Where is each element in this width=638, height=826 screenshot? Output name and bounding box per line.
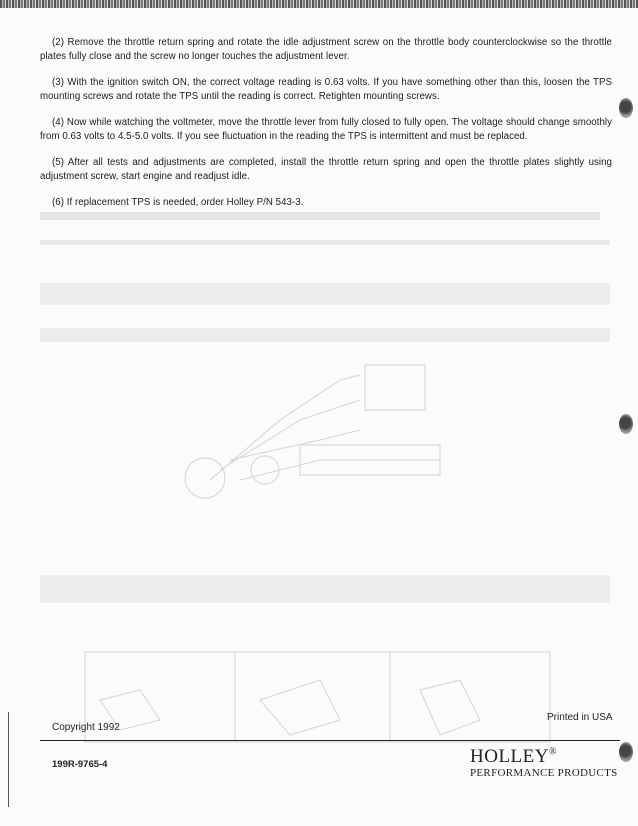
scan-edge-strip — [0, 0, 638, 8]
instruction-steps — [40, 36, 612, 210]
step-2: (2) Remove the throttle return spring and rotate the idle adjustment screw on the throttle body counterclockwise so the throttle plates fully close and the screw no longer touches the adjustment lever. — [40, 37, 612, 62]
brand-subtitle: PERFORMANCE PRODUCTS — [470, 767, 618, 779]
copyright-label: Copyright 1992 — [52, 722, 120, 733]
step-5: (5) After all tests and adjustments are completed, install the throttle return spring and open the throttle plates slightly using adjustment screw, start engine and readjust idle. — [40, 157, 612, 182]
part-number: 199R-9765-4 — [52, 759, 108, 770]
binder-hole-middle — [619, 414, 633, 434]
brand-logo — [470, 746, 557, 768]
step-3: (3) With the ignition switch ON, the correct voltage reading is 0.63 volts. If you have something other than this, loosen the TPS mounting screws and rotate the TPS until the reading is correct. Retighten mounting screws. — [40, 77, 612, 102]
scan-margin-mark — [8, 712, 9, 807]
binder-hole-top — [619, 98, 633, 118]
printed-in-label: Printed in USA — [547, 712, 613, 723]
registered-mark: ® — [548, 746, 558, 758]
footer-divider — [40, 740, 620, 741]
binder-hole-bottom — [619, 742, 633, 762]
brand-name: HOLLEY — [470, 746, 549, 767]
step-4: (4) Now while watching the voltmeter, move the throttle lever from fully closed to fully open. The voltage should change smoothly from 0.63 volts to 4.5-5.0 volts. If you see fluctuation in the reading the TPS is intermittent and must be replaced. — [40, 117, 612, 142]
step-6: (6) If replacement TPS is needed, order Holley P/N 543-3. — [52, 197, 304, 208]
